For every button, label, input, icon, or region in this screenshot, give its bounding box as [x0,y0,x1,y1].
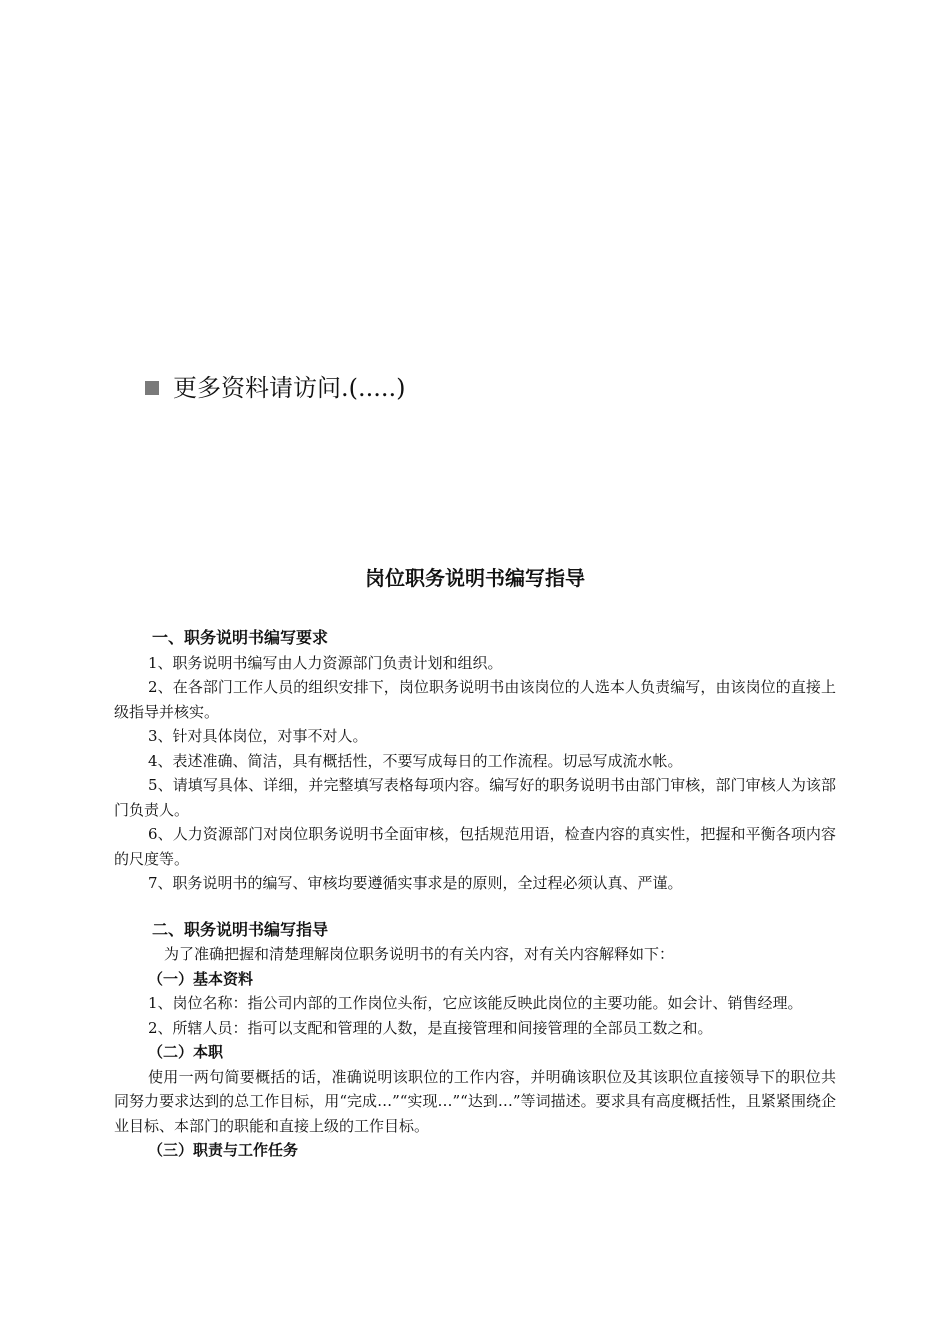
document-body [114,626,836,1163]
section-gap [114,896,836,918]
subsection2-heading: （二）本职 [148,1043,224,1061]
section1-heading: 一、职务说明书编写要求 [152,628,329,647]
section1-item-6: 6、人力资源部门对岗位职务说明书全面审核，包括规范用语，检查内容的真实性，把握和平衡各项内容的尺度等。 [114,825,836,868]
subsection1-heading: （一）基本资料 [148,969,254,988]
notice-text: 更多资料请访问.(.....) [173,374,406,402]
section1-item-7: 7、职务说明书的编写、审核均要遵循实事求是的原则，全过程必须认真、严谨。 [148,874,683,892]
subsection3-heading: （三）职责与工作任务 [148,1141,299,1159]
document-title: 岗位职务说明书编写指导 [365,566,585,590]
section1-item-5: 5、请填写具体、详细，并完整填写表格每项内容。编写好的职务说明书由部门审核，部门审核人为该部门负责人。 [114,776,836,819]
section1-item-3: 3、针对具体岗位，对事不对人。 [148,727,368,745]
section2-heading: 二、职务说明书编写指导 [152,919,329,939]
section1-item-4: 4、表述准确、简洁，具有概括性，不要写成每日的工作流程。切忌写成流水帐。 [148,751,683,770]
section2-intro: 为了准确把握和清楚理解岗位职务说明书的有关内容，对有关内容解释如下： [164,945,675,963]
bullet-square-icon [145,381,159,395]
subsection2-text: 使用一两句简要概括的话，准确说明该职位的工作内容，并明确该职位及其该职位直接领导下的职位共同努力要求达到的总工作目标，用“完成…”“实现…”“达到…”等词描述。要求具有高度概括性，且紧紧围绕企业目标、本部门的职能和直接上级的工作目标。 [114,1067,836,1135]
section1-item-2: 2、在各部门工作人员的组织安排下，岗位职务说明书由该岗位的人选本人负责编写，由该岗位的直接上级指导并核实。 [114,678,836,721]
notice-line [145,372,406,404]
subsection1-item-1: 1、岗位名称：指公司内部的工作岗位头衔，它应该能反映此岗位的主要功能。如会计、销售经理。 [148,994,803,1012]
section1-item-1: 1、职务说明书编写由人力资源部门负责计划和组织。 [148,653,503,672]
subsection1-item-2: 2、所辖人员：指可以支配和管理的人数，是直接管理和间接管理的全部员工数之和。 [148,1018,713,1037]
